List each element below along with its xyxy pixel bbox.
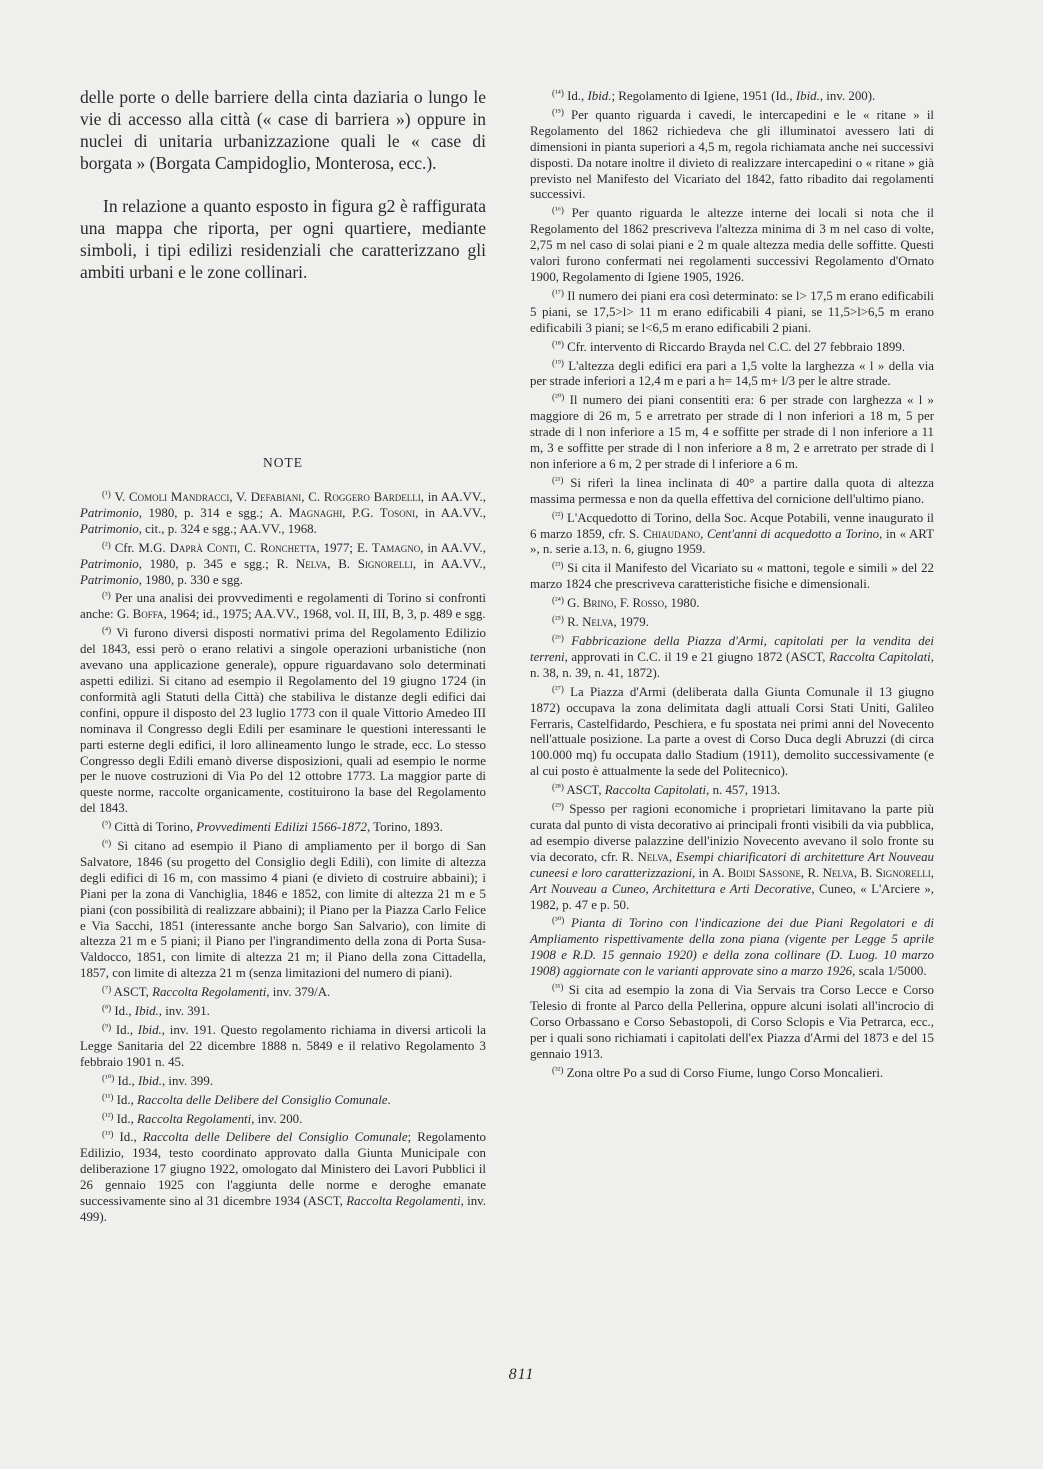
footnote-11: [80, 1090, 486, 1109]
page-number: 811: [508, 1366, 535, 1383]
footnote-text: Si cita il Manifesto del Vicariato su « mattoni, tegole e simili » del 22 marzo 1824 che prescriveva caratteristiche fisiche e dimensionali.: [530, 561, 934, 592]
footnote-number: (²⁴): [552, 595, 564, 606]
footnote-text: Pianta di Torino con l'indicazione dei due Piani Regolatori e di Ampliamento rispettivamente della zona piana (vigente per Legge 5 aprile 1908 e R.D. 15 gennaio 1920) e della zona collinare (D. Luog. 10 marzo 1908) aggiornate con le varianti approvate sino a marzo 1926, scala 1/5000.: [530, 916, 934, 979]
notes-list-right: [530, 86, 934, 1081]
footnote-number: (¹⁶): [552, 205, 564, 216]
footnote-13: [80, 1127, 486, 1225]
footnote-text: Id., Ibid., inv. 391.: [111, 1004, 210, 1019]
footnote-number: (¹⁰): [102, 1072, 115, 1083]
footnote-text: Cfr. intervento di Riccardo Brayda nel C.C. del 27 febbraio 1899.: [563, 339, 906, 354]
footnote-text: Cfr. M.G. Daprà Conti, C. Ronchetta, 1977; E. Tamagno, in AA.VV., Patrimonio, 1980, p. 345 e sgg.; R. Nelva, B. Signorelli, in AA.VV., Patrimonio, 1980, p. 330 e sgg.: [80, 540, 486, 587]
footnote-number: (¹⁹): [552, 357, 564, 368]
footnote-number: (²⁰): [552, 392, 565, 403]
footnote-text: Per quanto riguarda le altezze interne dei locali si nota che il Regolamento del 1862 prescriveva l'altezza minima di 3 m nel caso di volte, 2,75 m nel caso di solai piani e 2 m quale altezza media delle soffitte. Questi valori furono confermati nei regolamenti successivi Regolamento d'Ornato 1900, Regolamento di Igiene 1905, 1926.: [530, 206, 934, 284]
footnote-text: Id., Raccolta delle Delibere del Consiglio Comunale; Regolamento Edilizio, 1934, testo coordinato approvato dalla Giunta Municipale con deliberazione 17 giugno 1922, omologato dal Ministero dei Lavori Pubblici il 26 gennaio 1925 con l'aggiunta delle norme e deroghe emanate successivamente sino al 31 dicembre 1934 (ASCT, Raccolta Regolamenti, inv. 499).: [80, 1130, 486, 1224]
footnote-number: (¹³): [102, 1129, 114, 1140]
footnote-number: (²⁷): [552, 683, 564, 694]
footnote-19: [530, 356, 934, 391]
footnote-text: V. Comoli Mandracci, V. Defabiani, C. Roggero Bardelli, in AA.VV., Patrimonio, 1980, p. 314 e sgg.; A. Magnaghi, P.G. Tosoni, in AA.VV., Patrimonio, cit., p. 324 e sgg.; AA.VV., 1968.: [80, 490, 487, 536]
footnote-text: Id., Raccolta Regolamenti, inv. 200.: [113, 1111, 303, 1126]
footnote-15: [530, 105, 934, 203]
footnote-23: [530, 558, 934, 593]
footnote-18: [530, 337, 934, 356]
footnote-number: (³²): [552, 1064, 564, 1075]
footnote-17: [530, 286, 934, 337]
footnote-number: (¹²): [102, 1110, 114, 1121]
footnote-text: Id., Ibid.; Regolamento di Igiene, 1951 (Id., Ibid., inv. 200).: [563, 89, 876, 103]
footnote-number: (²⁸): [552, 782, 564, 793]
footnote-number: (²²): [552, 509, 564, 520]
footnote-8: [80, 1001, 486, 1020]
footnote-text: L'altezza degli edifici era pari a 1,5 volte la larghezza « l » della via per strade inferiori a 12,4 m e pari a h= 14,5 m+ l/3 per le altre strade.: [530, 358, 934, 389]
footnote-2: [80, 538, 486, 589]
footnote-text: Per quanto riguarda i cavedi, le intercapedini e le « ritane » il Regolamento del 1862 richiedeva che gli illuminatoi avessero lati di dimensioni in pianta superiori a 4,5 m, regola richiamata anche nei successivi disposti. Da notare inoltre il divieto di realizzare intercapedini o « ritane » già previsto nel Manifesto del Vicariato del 1842, fatto ribadito dai regolamenti successivi.: [530, 107, 934, 202]
footnote-5: [80, 817, 486, 836]
left-column: [80, 86, 486, 1226]
footnote-12: [80, 1109, 486, 1128]
footnote-number: (²⁹): [552, 801, 564, 812]
footnote-text: G. Brino, F. Rosso, 1980.: [567, 596, 700, 611]
footnote-29: [530, 799, 934, 913]
footnote-14: [530, 86, 934, 105]
footnote-text: Fabbricazione della Piazza d'Armi, capitolati per la vendita dei terreni, approvati in C.C. il 19 e 21 giugno 1872 (ASCT, Raccolta Capitolati, n. 38, n. 39, n. 41, 1872).: [530, 634, 934, 680]
footnote-number: (³¹): [552, 982, 564, 993]
footnote-text: R. Nelva, 1979.: [567, 615, 649, 630]
footnote-number: (⁴): [102, 625, 112, 636]
footnote-text: La Piazza d'Armi (deliberata dalla Giunta Comunale il 13 giugno 1872) occupava la zona delimitata dagli attuali Corsi Stati Uniti, Galileo Ferraris, Castelfidardo, Peschiera, e fu spostata nei primi anni del Novecento nell'attuale posizione. La parte a ovest di Corso Duca degli Abruzzi (di circa 100.000 mq) fu occupata dallo Stadium (1911), demolito successivamente (e al cui posto è attualmente la sede del Politecnico).: [530, 684, 934, 779]
footnote-number: (⁷): [102, 984, 112, 995]
right-column: [530, 86, 934, 1081]
footnote-20: [530, 390, 934, 473]
footnote-number: (³): [102, 590, 111, 601]
footnote-number: (²³): [552, 560, 564, 571]
footnote-9: [80, 1020, 486, 1071]
footnote-21: [530, 473, 934, 508]
footnote-text: Spesso per ragioni economiche i proprietari limitavano la parte più curata dal punto di vista decorativo ai principali fronti visibili da via pubblica, ad esempio diverse palazzine dell'inizio Novecento avevano il solo fronte su via decorato, cfr. R. Nelva, Esempi chiarificatori di architetture Art Nouveau cuneesi e loro caratterizzazioni, in A. Boidi Sassone, R. Nelva, B. Signorelli, Art Nouveau a Cuneo, Architettura e Arti Decorative, Cuneo, « L'Arciere », 1982, p. 47 e p. 50.: [530, 802, 934, 912]
footnote-text: Id., Ibid., inv. 399.: [114, 1073, 214, 1088]
footnote-number: (¹⁴): [552, 88, 564, 98]
body-paragraph-1: delle porte o delle barriere della cinta daziaria o lungo le vie di accesso alla città (« case di barriera ») oppure in nuclei di unitaria urbanizzazione quali le « case di borgata » (Borgata Campidoglio, Monterosa, ecc.).: [80, 87, 486, 173]
footnote-number: (¹⁷): [552, 287, 564, 298]
footnote-text: Vi furono diversi disposti normativi prima del Regolamento Edilizio del 1843, essi però o erano relativi a singole operazioni urbanistiche (non avevano una applicazione generale), oppure riguardavano solo determinati aspetti edilizi. Si citano ad esempio il Regolamento del 19 giugno 1724 (in conformità agli Statuti della Città) che stabiliva le distanze degli edifici dai confini, oppure il disposto del 23 luglio 1773 con il quale Vittorio Amedeo III nominava il Congresso degli Edili per esaminare le questioni interessanti le parti esterne degli edifici, il loro allineamento lungo le strade, ecc. Lo stesso Congresso degli Edili emanò diverse disposizioni, quali ad esempio le norme per le nuove costruzioni di Via Po del 12 ottobre 1773. La maggior parte di queste norme, raccolte organicamente, costituirono la base del Regolamento del 1843.: [80, 626, 486, 816]
footnote-24: [530, 593, 934, 612]
footnote-text: Il numero dei piani consentiti era: 6 per strade con larghezza « l » maggiore di 26 m, 5 e arretrato per strade di l non inferiori a 18 m, 5 per strade di l non inferiore a 15 m, 4 e soffitte per strade di l non inferiore a 11 m, 3 e soffitte per strade di l non inferiore a 8 m, 2 e arretrato per strade di l non inferiore a 6 m, 2 per strade di l inferiore a 6 m.: [530, 393, 934, 471]
footnote-number: (²): [102, 539, 111, 550]
footnote-number: (¹⁵): [552, 106, 564, 117]
footnote-26: [530, 631, 934, 682]
footnote-28: [530, 780, 934, 799]
footnote-text: Id., Raccolta delle Delibere del Consiglio Comunale.: [113, 1092, 391, 1107]
footnote-text: L'Acquedotto di Torino, della Soc. Acque Potabili, venne inaugurato il 6 marzo 1859, cfr. S. Chiaudano, Cent'anni di acquedotto a Torino, in « ART », n. serie a.13, n. 6, giugno 1959.: [530, 510, 934, 557]
footnote-27: [530, 682, 934, 780]
footnote-22: [530, 508, 934, 559]
footnote-text: Si citano ad esempio il Piano di ampliamento per il borgo di San Salvatore, 1846 (su progetto del Consiglio degli Edili), con limite di altezza degli edifici di 16 m, con massimo 4 piani (e divieto di costruire abbaini); i Piani per la zona di Vanchiglia, 1846 e 1852, con limite di altezza 21 m e 5 piani (con possibilità di realizzare abbaini); il Piano per la Piazza Carlo Felice e Via Sacchi, 1851 (interessante anche borgo San Salvario), con limite di altezza 21 m e 5 piani; il Piano per l'ingrandimento della zona di Porta Susa-Valdocco, 1851, con limite di altezza 21 m; il Piano della zona Cittadella, 1857, con limite di altezza 21 m (senza limitazioni del numero di piani).: [80, 839, 486, 981]
body-paragraph-2: In relazione a quanto esposto in figura g2 è raffigurata una mappa che riporta, per ogni quartiere, mediante simboli, i tipi edilizi residenziali che caratterizzano gli ambiti urbani e le zone collinari.: [80, 196, 486, 282]
footnote-31: [530, 980, 934, 1063]
footnote-10: [80, 1071, 486, 1090]
footnote-text: Per una analisi dei provvedimenti e regolamenti di Torino si confronti anche: G. Boffa, 1964; id., 1975; AA.VV., 1968, vol. II, III, B, 3, p. 489 e sgg.: [80, 591, 486, 622]
footnote-32: [530, 1063, 934, 1082]
footnote-text: Si cita ad esempio la zona di Via Servais tra Corso Lecce e Corso Telesio di fronte al Parco della Pellerina, oppure alcuni isolati all'incrocio di Corso Orbassano e Corso Sebastopoli, di Corso Sclopis e Via Petrarca, ecc., per i quali sono richiamati i capitolati dell'ex Piazza d'Armi del 1873 e del 15 gennaio 1913.: [530, 983, 934, 1061]
footnote-number: (⁹): [102, 1022, 112, 1032]
footnote-number: (⁶): [102, 838, 112, 849]
footnote-number: (¹¹): [102, 1091, 114, 1102]
footnote-text: ASCT, Raccolta Capitolati, n. 457, 1913.: [563, 783, 781, 798]
footnote-3: [80, 588, 486, 623]
footnote-text: Città di Torino, Provvedimenti Edilizi 1566-1872, Torino, 1893.: [111, 820, 443, 835]
footnote-number: (¹): [102, 489, 111, 499]
footnote-number: (³⁰): [552, 915, 565, 926]
footnote-4: [80, 623, 486, 817]
footnote-6: [80, 836, 486, 982]
footnote-text: ASCT, Raccolta Regolamenti, inv. 379/A.: [111, 985, 331, 1000]
footnote-text: Si riferì la linea inclinata di 40° a partire dalla quota di altezza massima permessa e non da quella effettiva del cornicione dell'ultimo piano.: [530, 475, 934, 506]
footnote-text: Id., Ibid., inv. 191. Questo regolamento richiama in diversi articoli la Legge Sanitaria del 22 dicembre 1888 n. 5849 e il relativo Regolamento 3 febbraio 1901 n. 45.: [80, 1023, 486, 1069]
footnote-16: [530, 203, 934, 286]
footnote-number: (⁵): [102, 819, 112, 830]
footnote-25: [530, 612, 934, 631]
footnote-7: [80, 982, 486, 1001]
notes-heading: NOTE: [263, 455, 303, 470]
footnote-number: (²⁵): [552, 614, 564, 625]
footnote-text: Il numero dei piani era così determinato: se l> 17,5 m erano edificabili 5 piani, se 17,5>l> 11 m erano edificabili 4 piani, se 11,5>l>6,5 m erano edificabili 3 piani; se l<6,5 m erano edificabili 2 piani.: [530, 288, 934, 335]
footnote-number: (⁸): [102, 1003, 112, 1014]
footnote-30: [530, 913, 934, 980]
notes-list-left: [80, 487, 486, 1226]
footnote-number: (¹⁸): [552, 338, 564, 349]
footnote-number: (²⁶): [552, 633, 564, 643]
footnote-number: (²¹): [552, 474, 564, 485]
footnote-1: [80, 487, 486, 538]
footnote-text: Zona oltre Po a sud di Corso Fiume, lungo Corso Moncalieri.: [563, 1065, 884, 1080]
